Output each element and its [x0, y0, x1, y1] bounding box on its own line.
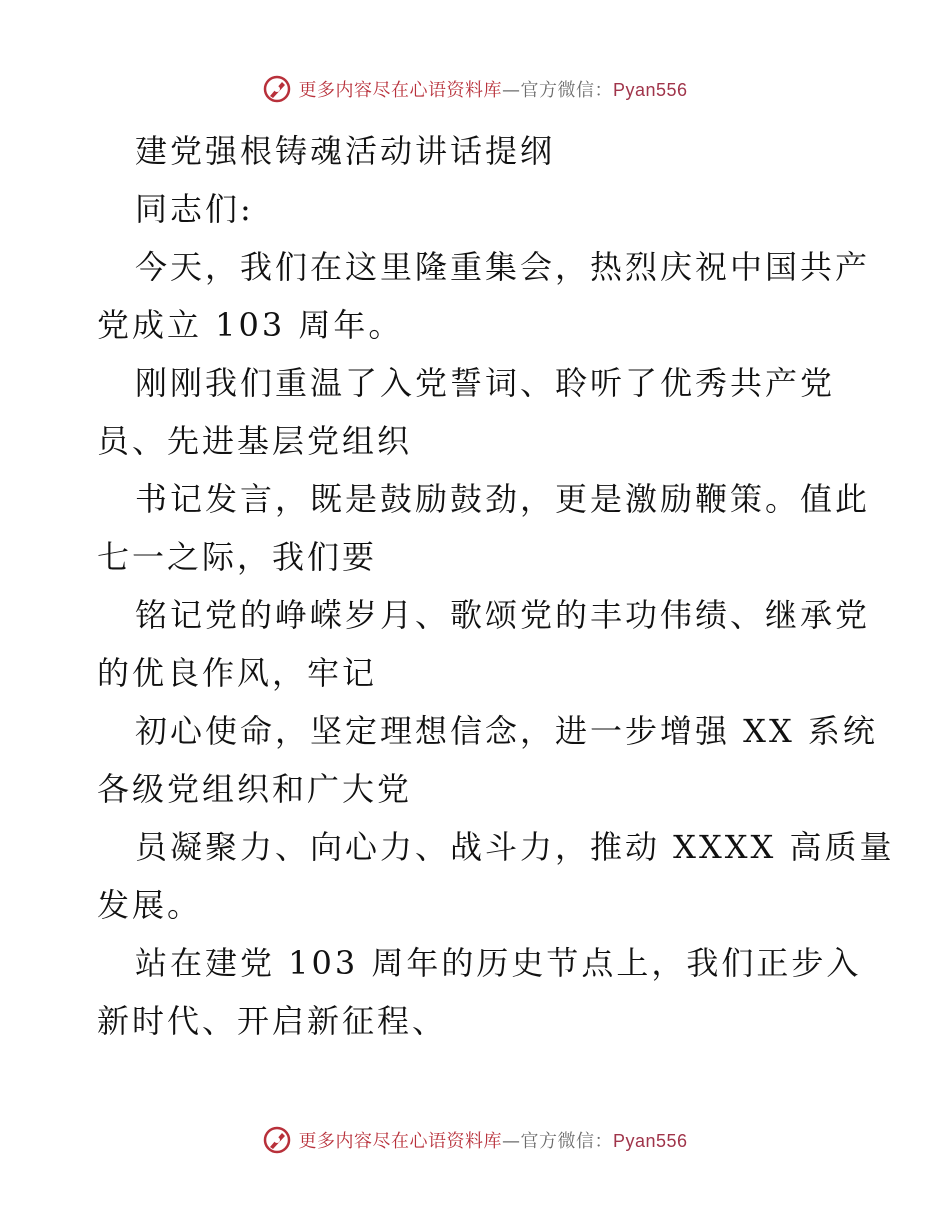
paragraph-line: 员凝聚力、向心力、战斗力，推动 XXXX 高质量	[135, 828, 895, 866]
watermark-text	[298, 1127, 687, 1153]
paragraph-line: 员、先进基层党组织	[97, 422, 413, 460]
watermark-text	[298, 76, 687, 102]
paragraph-line: 发展。	[97, 886, 203, 924]
paragraph-line: 铭记党的峥嵘岁月、歌颂党的丰功伟绩、继承党	[135, 596, 871, 634]
watermark-wechat-label: 官方微信：	[520, 1131, 613, 1152]
paragraph-line: 各级党组织和广大党	[97, 770, 413, 808]
pen-logo-icon	[262, 1125, 292, 1155]
watermark-main-text: 更多内容尽在心语资料库	[298, 1131, 502, 1152]
paragraph-line: 刚刚我们重温了入党誓词、聆听了优秀共产党	[135, 364, 836, 402]
document-body	[97, 122, 895, 1050]
paragraph-line: 初心使命，坚定理想信念，进一步增强 XX 系统	[135, 712, 878, 750]
paragraph-line: 新时代、开启新征程、	[97, 1002, 448, 1040]
paragraph-line: 站在建党 103 周年的历史节点上，我们正步入	[135, 944, 862, 982]
document-title: 建党强根铸魂活动讲话提纲	[135, 132, 556, 170]
watermark-separator: —	[501, 1131, 521, 1152]
watermark-wechat-id: Pyan556	[612, 1131, 688, 1151]
watermark-main-text: 更多内容尽在心语资料库	[298, 80, 502, 101]
paragraph-line: 书记发言，既是鼓励鼓劲，更是激励鞭策。值此	[135, 480, 871, 518]
pen-logo-icon	[262, 74, 292, 104]
paragraph-line: 今天，我们在这里隆重集会，热烈庆祝中国共产	[135, 248, 871, 286]
paragraph-line: 七一之际，我们要	[97, 538, 378, 576]
watermark-separator: —	[501, 80, 521, 101]
header-watermark	[0, 72, 950, 106]
paragraph-line: 的优良作风，牢记	[97, 654, 378, 692]
footer-watermark	[0, 1123, 950, 1157]
salutation: 同志们:	[135, 190, 254, 228]
paragraph-line: 党成立 103 周年。	[97, 306, 404, 344]
watermark-wechat-label: 官方微信：	[520, 80, 613, 101]
watermark-wechat-id: Pyan556	[612, 80, 688, 100]
